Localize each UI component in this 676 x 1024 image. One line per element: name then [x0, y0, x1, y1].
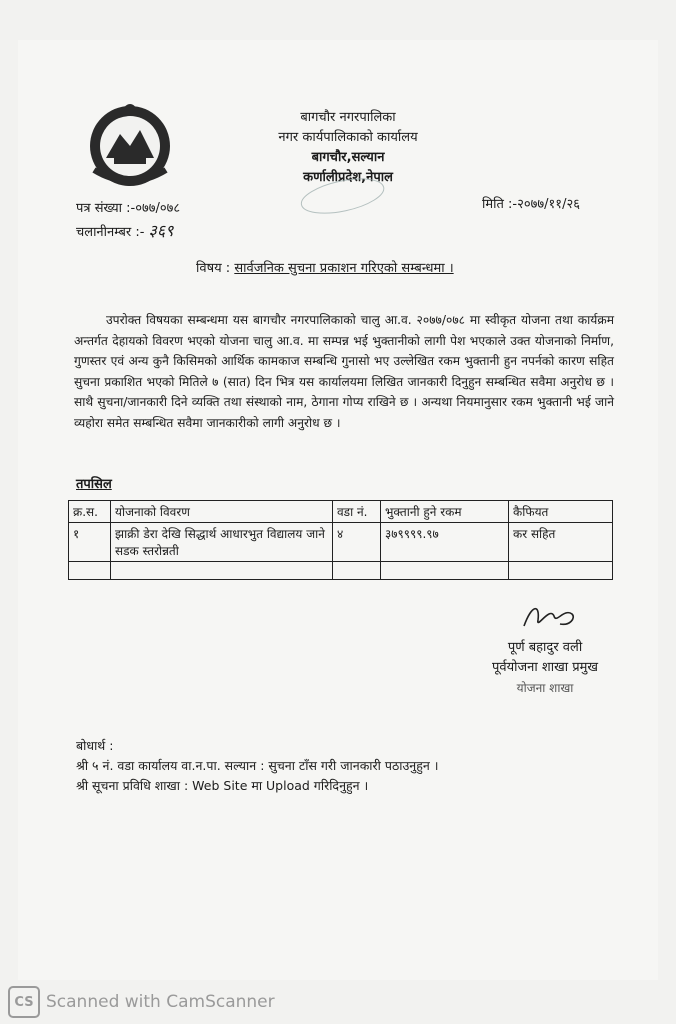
header-description: योजनाको विवरण [111, 501, 333, 523]
cell-amount: ३७९९९९.९७ [381, 523, 509, 562]
nepal-emblem-icon [84, 100, 176, 192]
camscanner-watermark [8, 986, 275, 1018]
date-value: २०७७/११/२६ [517, 197, 580, 212]
bodhartha-line-2: श्री सूचना प्रविधि शाखा : Web Site मा Upload गरिदिनुहुन । [76, 778, 369, 793]
header-remarks: कैफियत [509, 501, 613, 523]
watermark-text: Scanned with CamScanner [46, 992, 275, 1012]
signature-icon [520, 600, 580, 634]
cell-remarks: कर सहित [509, 523, 613, 562]
date-label: मिति :- [482, 197, 518, 212]
cell-ward: ४ [333, 523, 381, 562]
chalani-value: ३६९ [148, 221, 174, 240]
header-sn: क्र.स. [69, 501, 111, 523]
cell-description: झाक्री डेरा देखि सिद्धार्थ आधारभुत विद्यालय जाने सडक स्तरोन्नती [111, 523, 333, 562]
cell-sn: १ [69, 523, 111, 562]
bodhartha-label: बोधार्थ : [76, 738, 114, 753]
body-paragraph: उपरोक्त विषयका सम्बन्धमा यस बागचौर नगरपालिकाको चालु आ.व. २०७७/०७८ मा स्वीकृत योजना तथा कार्यक्रम अन्तर्गत देहायको विवरण भएको योजना चालु आ.व. मा सम्पन्न भई भुक्तानीको लागी पेश भएकाले उक्त योजनाको निर्माण, गुणस्तर एवं अन्य कुनै किसिमको आर्थिक कामकाज सम्बन्धि गुनासो भए उल्लेखित रकम भुक्तानी हुन नपर्नको कारण सहित सुचना प्रकाशित भएको मितिले ७ (सात) दिन भित्र यस कार्यालयमा लिखित जानकारी दिनुहुन सम्बन्धित सवैमा अनुरोध छ । साथै सुचना/जानकारी दिने व्यक्ति तथा संस्थाको नाम, ठेगाना गोप्य राखिने छ । अन्यथा नियमानुसार रकम भुक्तानी भई जाने व्यहोरा समेत सम्बन्धित सवैमा जानकारीको लागी अनुरोध छ । [74, 313, 614, 430]
signatory-stamp: योजना शाखा [516, 681, 574, 695]
office-location: बागचौर,सल्यान [311, 150, 385, 165]
chalani-label: चलानीनम्बर :- [76, 225, 145, 240]
municipality-name: बागचौर नगरपालिका [300, 110, 396, 125]
patra-label: पत्र संख्या :- [76, 201, 136, 216]
office-name: नगर कार्यपालिकाको कार्यालय [278, 130, 418, 145]
subject-line [196, 258, 454, 276]
signatory-name: पूर्ण बहादुर वली [507, 640, 583, 655]
header-ward: वडा नं. [333, 501, 381, 523]
reference-block [76, 198, 180, 244]
table-row-empty [69, 562, 613, 580]
signatory-title: पूर्वयोजना शाखा प्रमुख [491, 660, 599, 675]
plan-table [68, 500, 613, 580]
office-province: कर्णालीप्रदेश,नेपाल [303, 170, 393, 185]
date-block [482, 194, 580, 212]
table-row [69, 523, 613, 562]
signature-block [470, 638, 620, 698]
subject-text: सार्वजनिक सुचना प्रकाशन गरिएको सम्बन्धमा । [234, 261, 454, 276]
subject-label: विषय : [196, 261, 231, 276]
camscanner-logo-icon: CS [8, 986, 40, 1018]
patra-value: ०७७/०७८ [135, 201, 181, 216]
bodhartha-block [76, 736, 439, 796]
bodhartha-line-1: श्री ५ नं. वडा कार्यालय वा.न.पा. सल्यान : सुचना टाँस गरी जानकारी पठाउनुहुन । [76, 758, 439, 773]
header-amount: भुक्तानी हुने रकम [381, 501, 509, 523]
tapsil-heading: तपसिल [76, 477, 112, 492]
table-header-row [69, 501, 613, 523]
